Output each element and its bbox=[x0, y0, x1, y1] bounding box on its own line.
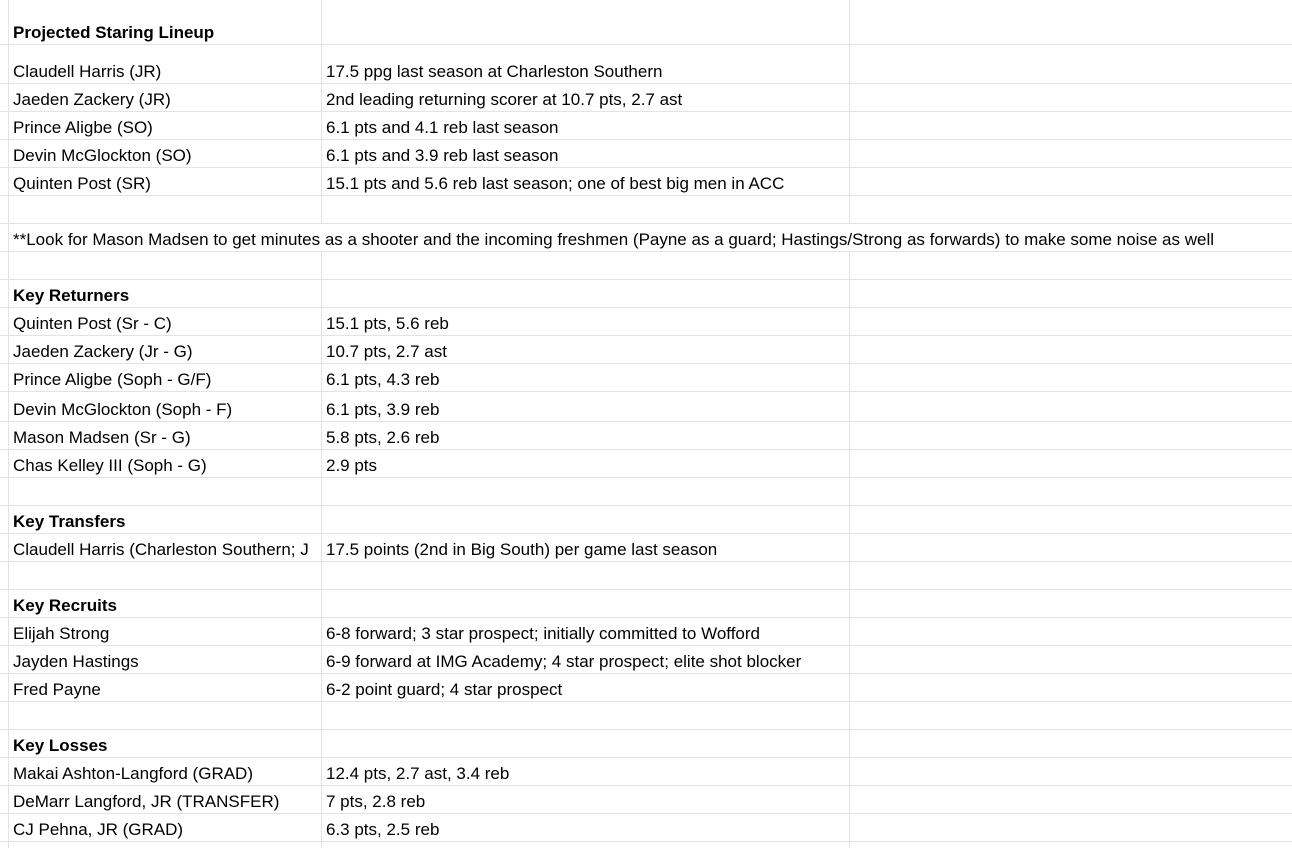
player-note-cell[interactable] bbox=[321, 308, 849, 335]
sheet-row bbox=[0, 364, 1292, 392]
player-note-cell[interactable] bbox=[321, 534, 849, 561]
sheet-row bbox=[0, 252, 1292, 280]
empty-cell[interactable] bbox=[849, 562, 1292, 589]
sheet-row bbox=[0, 478, 1292, 506]
empty-cell[interactable] bbox=[8, 478, 321, 505]
sheet-row bbox=[0, 336, 1292, 364]
player-name: Elijah Strong bbox=[13, 624, 110, 643]
sheet-row bbox=[0, 168, 1292, 196]
empty-cell[interactable] bbox=[849, 252, 1292, 279]
player-name: Chas Kelley III (Soph - G) bbox=[13, 456, 207, 475]
sheet-row bbox=[0, 84, 1292, 112]
sheet-row bbox=[0, 618, 1292, 646]
player-note-cell[interactable] bbox=[321, 618, 849, 645]
player-note: 7 pts, 2.8 reb bbox=[326, 792, 426, 811]
player-note: 6.1 pts, 3.9 reb bbox=[326, 400, 440, 419]
footnote-cell[interactable] bbox=[8, 224, 1292, 251]
section-header-recruits: Key Recruits bbox=[13, 596, 117, 615]
sheet-row bbox=[0, 0, 1292, 45]
empty-cell[interactable] bbox=[321, 196, 849, 223]
player-name: Mason Madsen (Sr - G) bbox=[13, 428, 191, 447]
section-header-transfers: Key Transfers bbox=[13, 512, 126, 531]
empty-cell[interactable] bbox=[849, 112, 1292, 139]
empty-cell[interactable] bbox=[849, 534, 1292, 561]
empty-cell[interactable] bbox=[849, 478, 1292, 505]
player-note: 17.5 points (2nd in Big South) per game last season bbox=[326, 540, 718, 559]
player-name: Fred Payne bbox=[13, 680, 101, 699]
player-name-cell[interactable] bbox=[8, 140, 321, 167]
empty-cell[interactable] bbox=[321, 590, 849, 617]
player-name: Jaeden Zackery (Jr - G) bbox=[13, 342, 193, 361]
sheet-row bbox=[0, 590, 1292, 618]
empty-cell[interactable] bbox=[849, 730, 1292, 757]
empty-cell[interactable] bbox=[849, 646, 1292, 673]
sheet-row bbox=[0, 308, 1292, 336]
player-note-cell[interactable] bbox=[321, 336, 849, 363]
empty-cell[interactable] bbox=[321, 730, 849, 757]
sheet-row bbox=[0, 196, 1292, 224]
player-note-cell[interactable] bbox=[321, 646, 849, 673]
empty-cell[interactable] bbox=[849, 308, 1292, 335]
player-name: Devin McGlockton (Soph - F) bbox=[13, 400, 233, 419]
player-name-cell[interactable] bbox=[8, 45, 321, 83]
player-name: DeMarr Langford, JR (TRANSFER) bbox=[13, 792, 280, 811]
sheet-row bbox=[0, 646, 1292, 674]
empty-cell[interactable] bbox=[8, 702, 321, 729]
player-note-cell[interactable] bbox=[321, 168, 849, 195]
sheet-row bbox=[0, 280, 1292, 308]
section-header-cell[interactable] bbox=[8, 0, 321, 44]
empty-cell[interactable] bbox=[849, 506, 1292, 533]
player-name: Jayden Hastings bbox=[13, 652, 139, 671]
player-name: CJ Pehna, JR (GRAD) bbox=[13, 820, 184, 839]
sheet-row bbox=[0, 786, 1292, 814]
empty-cell[interactable] bbox=[849, 196, 1292, 223]
player-note: 5.8 pts, 2.6 reb bbox=[326, 428, 440, 447]
section-header-cell[interactable] bbox=[8, 280, 321, 307]
player-name-cell[interactable] bbox=[8, 450, 321, 477]
empty-cell[interactable] bbox=[849, 168, 1292, 195]
player-note: 6.1 pts and 4.1 reb last season bbox=[326, 118, 559, 137]
sheet-row bbox=[0, 506, 1292, 534]
player-name-cell[interactable] bbox=[8, 422, 321, 449]
empty-cell[interactable] bbox=[321, 702, 849, 729]
player-note: 15.1 pts, 5.6 reb bbox=[326, 314, 449, 333]
section-header-cell[interactable] bbox=[8, 730, 321, 757]
empty-cell[interactable] bbox=[849, 814, 1292, 841]
sheet-row bbox=[0, 702, 1292, 730]
player-note-cell[interactable] bbox=[321, 364, 849, 391]
player-name-cell[interactable] bbox=[8, 308, 321, 335]
player-name-cell[interactable] bbox=[8, 674, 321, 701]
player-note-cell[interactable] bbox=[321, 45, 849, 83]
player-note: 6-9 forward at IMG Academy; 4 star prospect; elite shot blocker bbox=[326, 652, 802, 671]
player-name-cell[interactable] bbox=[8, 786, 321, 813]
empty-cell[interactable] bbox=[321, 478, 849, 505]
empty-cell[interactable] bbox=[849, 618, 1292, 645]
player-note-cell[interactable] bbox=[321, 392, 849, 421]
section-header-losses: Key Losses bbox=[13, 736, 108, 755]
empty-cell[interactable] bbox=[849, 702, 1292, 729]
player-name: Claudell Harris (Charleston Southern; J bbox=[13, 540, 309, 559]
player-note-cell[interactable] bbox=[321, 758, 849, 785]
section-header-cell[interactable] bbox=[8, 590, 321, 617]
empty-cell[interactable] bbox=[849, 758, 1292, 785]
empty-cell[interactable] bbox=[8, 562, 321, 589]
player-note-cell[interactable] bbox=[321, 84, 849, 111]
empty-cell[interactable] bbox=[849, 0, 1292, 44]
empty-cell[interactable] bbox=[849, 392, 1292, 421]
player-name: Prince Aligbe (Soph - G/F) bbox=[13, 370, 212, 389]
player-note: 6.1 pts and 3.9 reb last season bbox=[326, 146, 559, 165]
player-note-cell[interactable] bbox=[321, 140, 849, 167]
empty-cell[interactable] bbox=[849, 140, 1292, 167]
footnote-text: **Look for Mason Madsen to get minutes as a shooter and the incoming freshmen (Payne as a guard; Hastings/Strong as forwards) to make some noise as well bbox=[13, 230, 1215, 249]
empty-cell[interactable] bbox=[321, 252, 849, 279]
player-note: 10.7 pts, 2.7 ast bbox=[326, 342, 447, 361]
player-name-cell[interactable] bbox=[8, 758, 321, 785]
player-name: Devin McGlockton (SO) bbox=[13, 146, 192, 165]
player-name-cell[interactable] bbox=[8, 168, 321, 195]
empty-cell[interactable] bbox=[849, 280, 1292, 307]
player-note: 15.1 pts and 5.6 reb last season; one of best big men in ACC bbox=[326, 174, 785, 193]
sheet-row bbox=[0, 140, 1292, 168]
player-name: Quinten Post (Sr - C) bbox=[13, 314, 172, 333]
player-note: 2nd leading returning scorer at 10.7 pts, 2.7 ast bbox=[326, 90, 683, 109]
empty-cell[interactable] bbox=[321, 280, 849, 307]
empty-cell[interactable] bbox=[849, 364, 1292, 391]
empty-cell[interactable] bbox=[849, 84, 1292, 111]
player-note: 6-2 point guard; 4 star prospect bbox=[326, 680, 563, 699]
player-note: 17.5 ppg last season at Charleston Southern bbox=[326, 62, 663, 81]
sheet-row bbox=[0, 45, 1292, 84]
empty-cell[interactable] bbox=[849, 336, 1292, 363]
player-note-cell[interactable] bbox=[321, 450, 849, 477]
empty-cell[interactable] bbox=[321, 0, 849, 44]
sheet-row bbox=[0, 674, 1292, 702]
sheet-row bbox=[0, 392, 1292, 422]
section-header-returners: Key Returners bbox=[13, 286, 130, 305]
player-name-cell[interactable] bbox=[8, 646, 321, 673]
player-name-cell[interactable] bbox=[8, 618, 321, 645]
player-name-cell[interactable] bbox=[8, 814, 321, 841]
player-note: 6.3 pts, 2.5 reb bbox=[326, 820, 440, 839]
empty-cell[interactable] bbox=[849, 450, 1292, 477]
player-name-cell[interactable] bbox=[8, 336, 321, 363]
empty-cell[interactable] bbox=[8, 252, 321, 279]
player-note: 6-8 forward; 3 star prospect; initially committed to Wofford bbox=[326, 624, 760, 643]
sheet-row bbox=[0, 112, 1292, 140]
section-header-lineup: Projected Staring Lineup bbox=[13, 23, 215, 42]
player-note: 12.4 pts, 2.7 ast, 3.4 reb bbox=[326, 764, 510, 783]
player-note: 2.9 pts bbox=[326, 456, 378, 475]
sheet-row bbox=[0, 422, 1292, 450]
player-name-cell[interactable] bbox=[8, 364, 321, 391]
sheet-row bbox=[0, 450, 1292, 478]
player-name: Prince Aligbe (SO) bbox=[13, 118, 153, 137]
section-header-cell[interactable] bbox=[8, 506, 321, 533]
player-note-cell[interactable] bbox=[321, 786, 849, 813]
player-name-cell[interactable] bbox=[8, 392, 321, 421]
empty-cell[interactable] bbox=[8, 196, 321, 223]
player-note-cell[interactable] bbox=[321, 814, 849, 841]
empty-cell[interactable] bbox=[849, 45, 1292, 83]
player-name-cell[interactable] bbox=[8, 534, 321, 561]
empty-cell[interactable] bbox=[849, 422, 1292, 449]
sheet-row bbox=[0, 814, 1292, 842]
sheet-row bbox=[0, 534, 1292, 562]
player-name-cell[interactable] bbox=[8, 112, 321, 139]
sheet-row bbox=[0, 224, 1292, 252]
sheet-row bbox=[0, 758, 1292, 786]
player-name-cell[interactable] bbox=[8, 84, 321, 111]
player-note-cell[interactable] bbox=[321, 112, 849, 139]
sheet-row bbox=[0, 730, 1292, 758]
empty-cell[interactable] bbox=[849, 786, 1292, 813]
player-name: Makai Ashton-Langford (GRAD) bbox=[13, 764, 253, 783]
empty-cell[interactable] bbox=[849, 674, 1292, 701]
player-name: Quinten Post (SR) bbox=[13, 174, 151, 193]
player-name: Jaeden Zackery (JR) bbox=[13, 90, 171, 109]
player-note-cell[interactable] bbox=[321, 422, 849, 449]
empty-cell[interactable] bbox=[849, 590, 1292, 617]
player-note-cell[interactable] bbox=[321, 674, 849, 701]
sheet-row bbox=[0, 562, 1292, 590]
player-note: 6.1 pts, 4.3 reb bbox=[326, 370, 440, 389]
empty-cell[interactable] bbox=[321, 562, 849, 589]
empty-cell[interactable] bbox=[321, 506, 849, 533]
player-name: Claudell Harris (JR) bbox=[13, 62, 162, 81]
